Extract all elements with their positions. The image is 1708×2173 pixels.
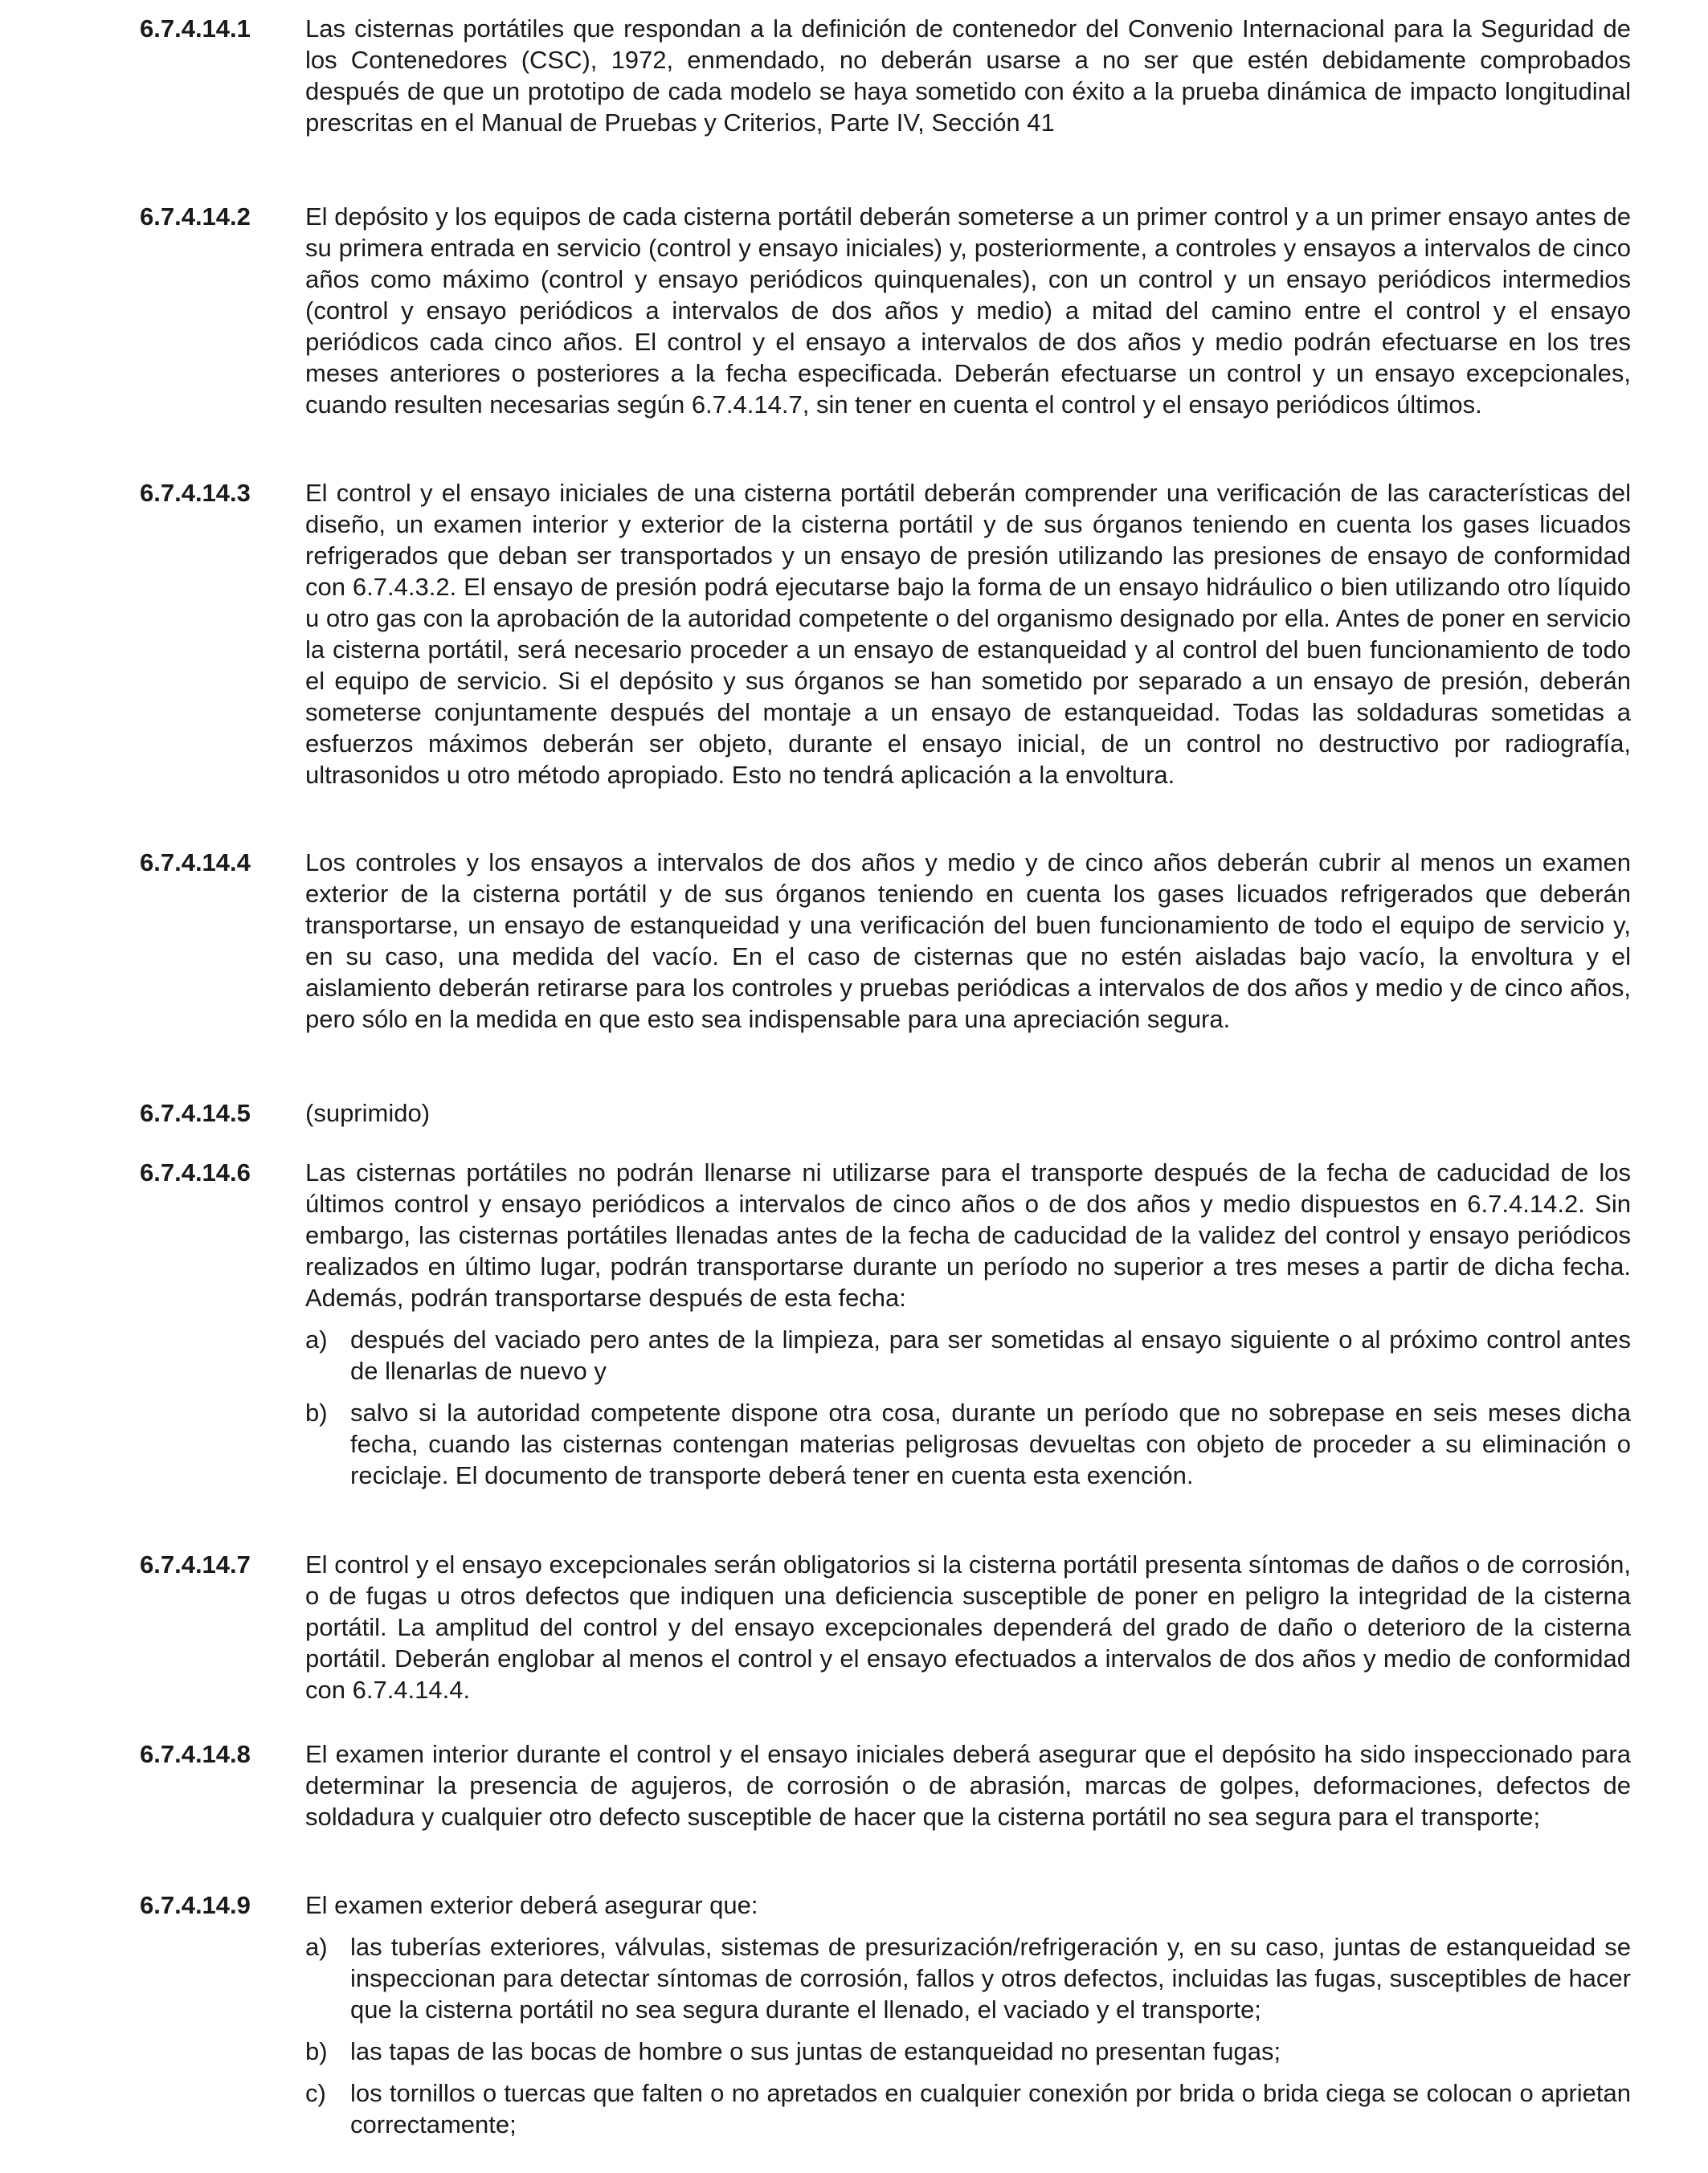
list-item-label: b) [305, 1399, 328, 1427]
list-item-text: salvo si la autoridad competente dispone otra cosa, durante un período que no sobrepase en seis meses dicha fecha, cuando las cisternas contengan materias peligrosas devueltas con objeto de proceder a su eliminación o reciclaje. El documento de transporte deberá tener en cuenta esta exención. [350, 1399, 1631, 1489]
clause-number: 6.7.4.14.4 [140, 848, 251, 876]
clause-text: Las cisternas portátiles que respondan a la definición de contenedor del Convenio Internacional para la Seguridad de los Contenedores (CSC), 1972, enmendado, no deberán usarse a no ser que estén debidamente comprobados después de que un prototipo de cada modelo se haya sometido con éxito a la prueba dinámica de impacto longitudinal prescritas en el Manual de Pruebas y Criterios, Parte IV, Sección 41 [305, 14, 1631, 137]
list-item-label: a) [305, 1325, 328, 1354]
clause-6-7-4-14-1 [140, 13, 1631, 138]
clause-number: 6.7.4.14.1 [140, 14, 251, 43]
clause-6-7-4-14-5 [140, 1097, 1631, 1129]
clause-number: 6.7.4.14.6 [140, 1158, 251, 1187]
clause-text: El control y el ensayo excepcionales serán obligatorios si la cisterna portátil presenta síntomas de daños o de corrosión, o de fugas u otros defectos que indiquen una deficiencia susceptible de poner en peligro la integridad de la cisterna portátil. La amplitud del control y del ensayo excepcionales dependerá del grado de daño o deterioro de la cisterna portátil. Deberán englobar al menos el control y el ensayo efectuados a intervalos de dos años y medio de conformidad con 6.7.4.14.4. [305, 1550, 1631, 1704]
clause-number: 6.7.4.14.5 [140, 1099, 251, 1127]
list-item-text: después del vaciado pero antes de la limpieza, para ser sometidas al ensayo siguiente o al próximo control antes de llenarlas de nuevo y [350, 1325, 1631, 1385]
clause-number: 6.7.4.14.2 [140, 202, 251, 231]
list-item [305, 2077, 1631, 2140]
clause-text: Las cisternas portátiles no podrán llenarse ni utilizarse para el transporte después de la fecha de caducidad de los últimos control y ensayo periódicos a intervalos de cinco años o de dos años y medio dispuestos en 6.7.4.14.2. Sin embargo, las cisternas portátiles llenadas antes de la fecha de caducidad de la validez del control y ensayo periódicos realizados en último lugar, podrán transportarse durante un período no superior a tres meses a partir de dicha fecha. Además, podrán transportarse después de esta fecha: [305, 1158, 1631, 1312]
clause-text: Los controles y los ensayos a intervalos de dos años y medio y de cinco años deberán cubrir al menos un examen exterior de la cisterna portátil y de sus órganos teniendo en cuenta los gases licuados refrigerados que deberán transportarse, un ensayo de estanqueidad y una verificación del buen funcionamiento de todo el equipo de servicio y, en su caso, una medida del vacío. En el caso de cisternas que no estén aisladas bajo vacío, la envoltura y el aislamiento deberán retirarse para los controles y pruebas periódicas a intervalos de dos años y medio y de cinco años, pero sólo en la medida en que esto sea indispensable para una apreciación segura. [305, 848, 1631, 1033]
list-item-label: a) [305, 1933, 328, 1961]
clause-6-7-4-14-2 [140, 201, 1631, 420]
clause-6-7-4-14-9 [140, 1889, 1631, 2140]
clause-text: El depósito y los equipos de cada cisterna portátil deberán someterse a un primer control y a un primer ensayo antes de su primera entrada en servicio (control y ensayo iniciales) y, posteriormente, a controles y ensayos a intervalos de cinco años como máximo (control y ensayo periódicos quinquenales), con un control y un ensayo periódicos intermedios (control y ensayo periódicos a intervalos de dos años y medio) a mitad del camino entre el control y el ensayo periódicos cada cinco años. El control y el ensayo a intervalos de dos años y medio podrán efectuarse en los tres meses anteriores o posteriores a la fecha especificada. Deberán efectuarse un control y un ensayo excepcionales, cuando resulten necesarias según 6.7.4.14.7, sin tener en cuenta el control y el ensayo periódicos últimos. [305, 202, 1631, 419]
list-item [305, 1931, 1631, 2025]
clause-number: 6.7.4.14.7 [140, 1550, 251, 1579]
list-item-label: c) [305, 2079, 326, 2107]
clause-number: 6.7.4.14.8 [140, 1740, 251, 1768]
list-item-text: las tuberías exteriores, válvulas, sistemas de presurización/refrigeración y, en su caso, juntas de estanqueidad se inspeccionan para detectar síntomas de corrosión, fallos y otros defectos, incluidas las fugas, susceptibles de hacer que la cisterna portátil no sea segura durante el llenado, el vaciado y el transporte; [350, 1933, 1631, 2024]
clause-6-7-4-14-6 [140, 1157, 1631, 1491]
list-item [305, 2036, 1631, 2067]
list-item-label: b) [305, 2037, 328, 2065]
list-item-text: los tornillos o tuercas que falten o no apretados en cualquier conexión por brida o brida ciega se colocan o aprietan correctamente; [350, 2079, 1631, 2138]
clause-text: (suprimido) [305, 1099, 431, 1127]
list-item [305, 1397, 1631, 1491]
clause-text: El examen interior durante el control y el ensayo iniciales deberá asegurar que el depósito ha sido inspeccionado para determinar la presencia de agujeros, de corrosión o de abrasión, marcas de golpes, deformaciones, defectos de soldadura y cualquier otro defecto susceptible de hacer que la cisterna portátil no sea segura para el transporte; [305, 1740, 1631, 1831]
clause-6-7-4-14-8 [140, 1738, 1631, 1832]
clause-6-7-4-14-4 [140, 847, 1631, 1035]
clause-6-7-4-14-7 [140, 1549, 1631, 1705]
clause-number: 6.7.4.14.9 [140, 1891, 251, 1919]
clause-text: El examen exterior deberá asegurar que: [305, 1891, 758, 1919]
clause-text: El control y el ensayo iniciales de una cisterna portátil deberán comprender una verificación de las características del diseño, un examen interior y exterior de la cisterna portátil y de sus órganos teniendo en cuenta los gases licuados refrigerados que deban ser transportados y un ensayo de presión utilizando las presiones de ensayo de conformidad con 6.7.4.3.2. El ensayo de presión podrá ejecutarse bajo la forma de un ensayo hidráulico o bien utilizando otro líquido u otro gas con la aprobación de la autoridad competente o del organismo designado por ella. Antes de poner en servicio la cisterna portátil, será necesario proceder a un ensayo de estanqueidad y al control del buen funcionamiento de todo el equipo de servicio. Si el depósito y sus órganos se han sometido por separado a un ensayo de presión, deberán someterse conjuntamente después del montaje a un ensayo de estanqueidad. Todas las soldaduras sometidas a esfuerzos máximos deberán ser objeto, durante el ensayo inicial, de un control no destructivo por radiografía, ultrasonidos u otro método apropiado. Esto no tendrá aplicación a la envoltura. [305, 479, 1631, 789]
clause-number: 6.7.4.14.3 [140, 479, 251, 507]
clause-6-7-4-14-3 [140, 477, 1631, 790]
list-item-text: las tapas de las bocas de hombre o sus juntas de estanqueidad no presentan fugas; [350, 2037, 1281, 2065]
list-item [305, 1324, 1631, 1387]
